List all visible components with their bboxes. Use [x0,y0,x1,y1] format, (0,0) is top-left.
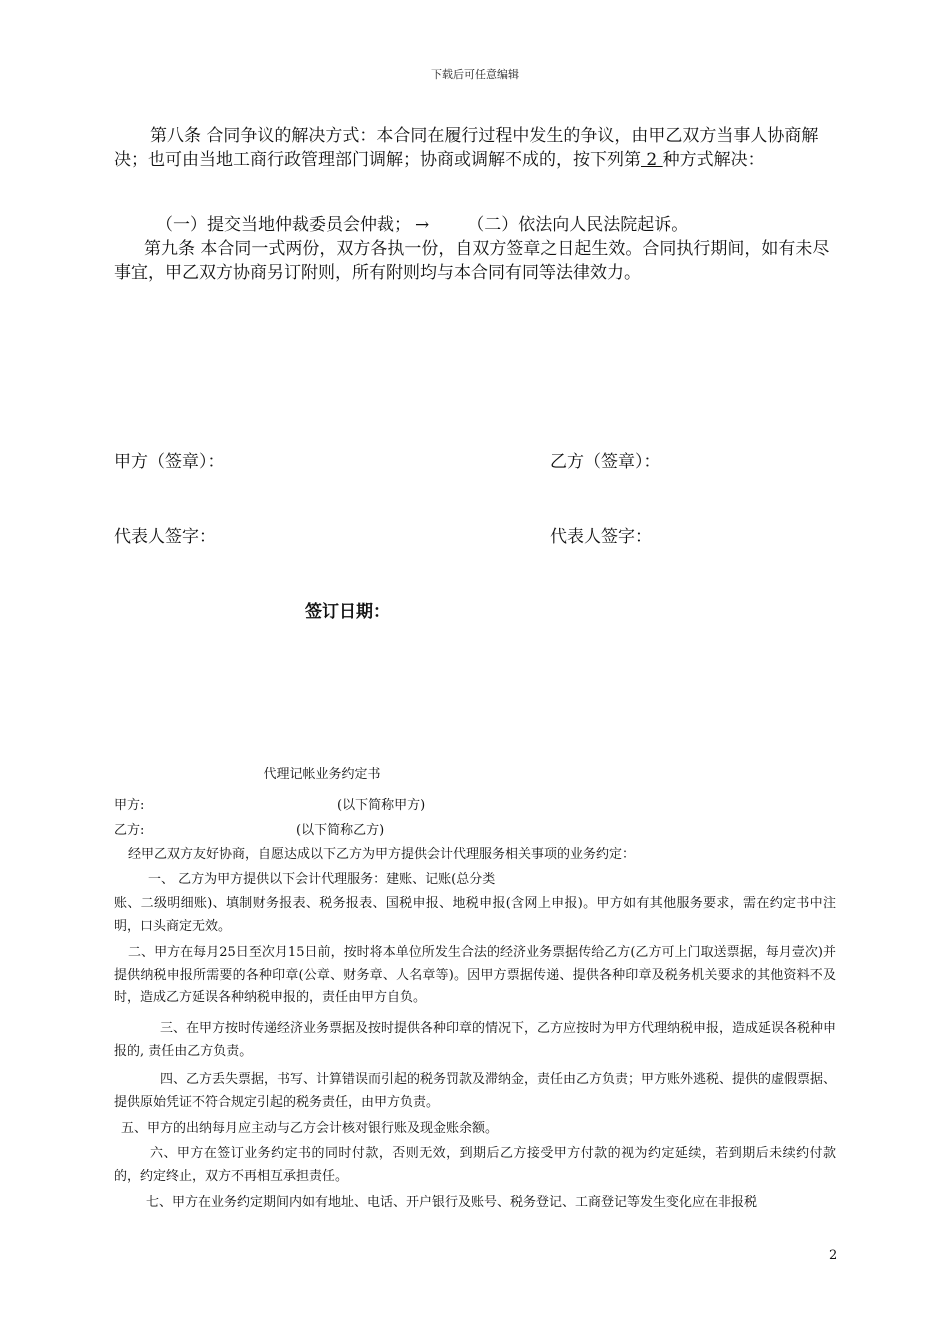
item-1: 账、二级明细账)、填制财务报表、税务报表、国税申报、地税申报(含网上申报)。甲方如有其他服务要求，需在约定书中注明，口头商定无效。 [114,896,836,934]
page-number: 2 [829,1248,838,1263]
article-8-choice: 2 [641,150,663,170]
party-b-rep-label: 代表人签字： [550,527,652,547]
article-8 [114,124,836,172]
item-2: 二、甲方在每月25日至次月15日前，按时将本单位所发生合法的经济业务票据传给乙方(乙方可上门取送票据，每月壹次)并提供纳税申报所需要的各种印章(公章、财务章、人名章等)。因甲方票据传递、提供各种印章及税务机关要求的其他资料不及时，造成乙方延误各种纳税申报的，责任由甲方自负。 [114,945,836,1005]
item-7: 七、甲方在业务约定期间内如有地址、电话、开户银行及账号、税务登记、工商登记等发生变化应在非报税 [146,1195,758,1210]
item-6: 六、甲方在签订业务约定书的同时付款，否则无效，到期后乙方接受甲方付款的视为约定延续，若到期后未续约付款的，约定终止，双方不再相互承担责任。 [114,1146,836,1184]
party-a-rep-label: 代表人签字： [114,527,216,547]
item-1-first-line: 一、 乙方为甲方提供以下会计代理服务：建账、记账(总分类 [148,872,496,887]
agreement-intro: 经甲乙双方友好协商，自愿达成以下乙方为甲方提供会计代理服务相关事项的业务约定： [128,847,636,862]
item-4: 四、乙方丢失票据，书写、计算错误而引起的税务罚款及滞纳金，责任由乙方负责；甲方账外逃税、提供的虚假票据、提供原始凭证不符合规定引起的税务责任，由甲方负责。 [114,1072,837,1110]
party-a-label: 甲方: [114,798,145,813]
party-b-note: (以下简称乙方) [296,823,385,838]
party-a-seal-label: 甲方（签章）： [114,452,225,472]
option-court: （二）依法向人民法院起诉。 [467,215,689,235]
option-arbitration: （一）提交当地仲裁委员会仲裁； [156,215,411,235]
party-b-label: 乙方: [114,823,145,838]
signing-date-label: 签订日期： [305,602,390,622]
page-header: 下载后可任意编辑 [431,68,519,81]
item-5: 五、甲方的出纳每月应主动与乙方会计核对银行账及现金账余额。 [121,1121,499,1136]
dispute-options [156,213,836,237]
arrow-icon: → [415,215,430,235]
item-3: 三、在甲方按时传递经济业务票据及按时提供各种印章的情况下，乙方应按时为甲方代理纳税申报，造成延误各税种申报的, 责任由乙方负责。 [114,1021,837,1059]
article-8-text: 第八条 合同争议的解决方式：本合同在履行过程中发生的争议，由甲乙双方当事人协商解决；也可由当地工商行政管理部门调解；协商或调解不成的，按下列第 [114,126,819,170]
article-8-text-end: 种方式解决： [662,150,765,170]
agreement-title: 代理记帐业务约定书 [263,767,381,782]
party-a-note: (以下简称甲方) [337,798,426,813]
article-9: 第九条 本合同一式两份，双方各执一份，自双方签章之日起生效。合同执行期间，如有未尽事宜，甲乙双方协商另订附则，所有附则均与本合同有同等法律效力。 [114,239,830,283]
party-b-seal-label: 乙方（签章）： [550,452,661,472]
